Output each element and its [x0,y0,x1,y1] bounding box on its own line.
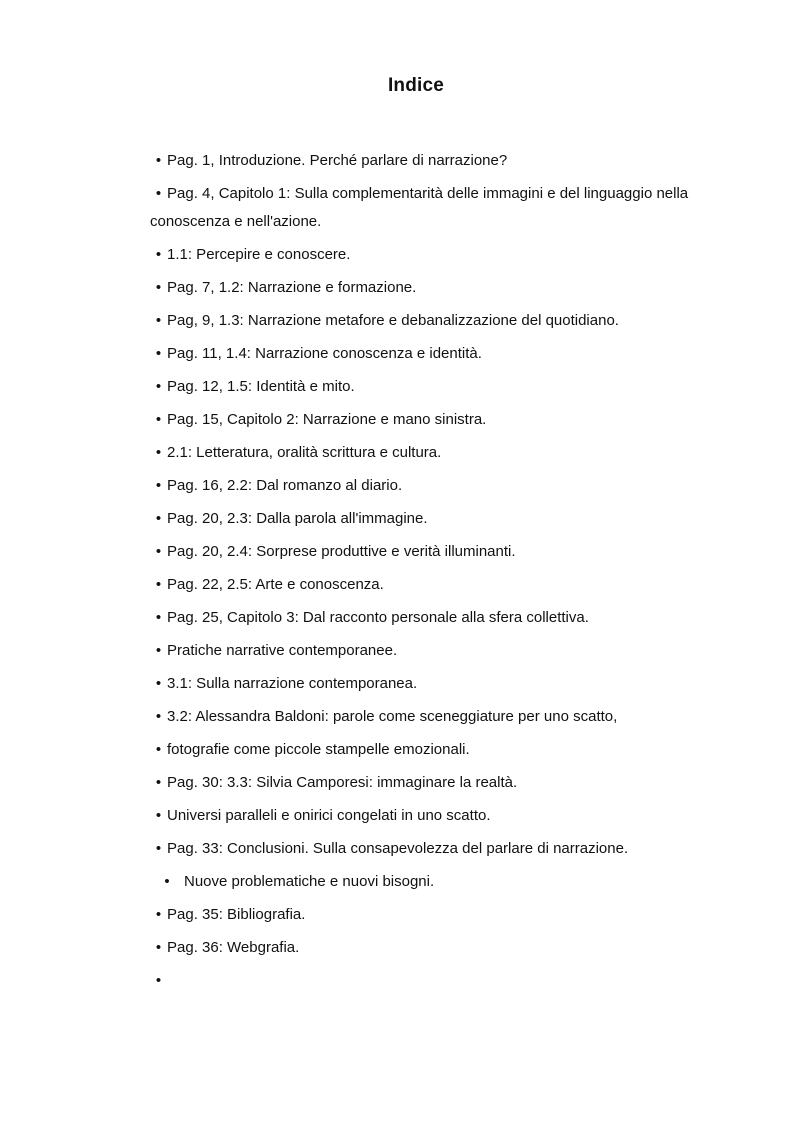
toc-entry [150,340,710,368]
toc-entry [150,604,710,632]
toc-entry [150,835,710,863]
bullet-icon: • [155,510,162,527]
bullet-icon: • [155,152,162,169]
toc-entry [150,703,710,731]
toc-entry-text: Pag. 22, 2.5: Arte e conoscenza. [167,576,384,593]
toc-entry-text: Pag. 20, 2.4: Sorprese produttive e verità illuminanti. [167,543,516,560]
toc-entry [150,901,710,929]
toc-entry [150,571,710,599]
bullet-icon: • [155,185,162,202]
toc-entry-text: Universi paralleli e onirici congelati in uno scatto. [167,807,491,824]
bullet-icon: • [155,840,162,857]
bullet-icon: • [155,774,162,791]
page-title: Indice [387,75,445,96]
toc-entry-text: Pag. 15, Capitolo 2: Narrazione e mano sinistra. [167,411,487,428]
bullet-icon: • [155,642,162,659]
toc-entry-text: 3.1: Sulla narrazione contemporanea. [167,675,418,692]
toc-entry-text: Pag. 25, Capitolo 3: Dal racconto personale alla sfera collettiva. [167,609,589,626]
bullet-icon: • [164,873,170,890]
toc-entry-text: Nuove problematiche e nuovi bisogni. [184,873,435,890]
toc-entry [150,147,710,175]
bullet-icon: • [155,675,162,692]
bullet-icon: • [155,708,162,725]
toc-entry [150,868,710,896]
toc-entry-text: 2.1: Letteratura, oralità scrittura e cultura. [167,444,442,461]
toc-entry-text: Pag. 12, 1.5: Identità e mito. [167,378,355,395]
toc-entry [150,934,710,962]
bullet-icon: • [155,378,162,395]
toc-entry-text: Pag, 9, 1.3: Narrazione metafore e debanalizzazione del quotidiano. [167,312,619,329]
toc-entry [150,736,710,764]
toc-entry [150,670,710,698]
toc-entry-text: Pag. 33: Conclusioni. Sulla consapevolezza del parlare di narrazione. [167,840,629,857]
bullet-icon: • [155,279,162,296]
bullet-icon: • [155,972,162,989]
toc-entry-empty [150,967,710,995]
toc-entry-text: Pag. 30: 3.3: Silvia Camporesi: immaginare la realtà. [167,774,518,791]
bullet-icon: • [155,576,162,593]
bullet-icon: • [155,444,162,461]
toc-entry-text: 1.1: Percepire e conoscere. [167,246,351,263]
toc-entry [150,505,710,533]
bullet-icon: • [155,609,162,626]
toc-entry-text: Pag. 4, Capitolo 1: Sulla complementarità delle immagini e del linguaggio nella conoscenza e nell'azione. [150,185,689,230]
toc-entry [150,373,710,401]
toc-entry-text: Pag. 20, 2.3: Dalla parola all'immagine. [167,510,428,527]
toc-entry-text: Pag. 11, 1.4: Narrazione conoscenza e identità. [167,345,482,362]
toc-entry [150,274,710,302]
bullet-icon: • [155,345,162,362]
bullet-icon: • [155,312,162,329]
toc-entry-text: Pag. 16, 2.2: Dal romanzo al diario. [167,477,403,494]
toc-entry-text: Pag. 36: Webgrafia. [167,939,300,956]
bullet-icon: • [155,807,162,824]
toc-entry [150,637,710,665]
toc-entry [150,180,710,236]
bullet-icon: • [155,741,162,758]
bullet-icon: • [155,411,162,428]
toc-entry [150,439,710,467]
bullet-icon: • [155,477,162,494]
toc-entry [150,307,710,335]
bullet-icon: • [155,543,162,560]
toc-entry-text: fotografie come piccole stampelle emozionali. [167,741,470,758]
bullet-icon: • [155,939,162,956]
bullet-icon: • [155,246,162,263]
bullet-icon: • [155,906,162,923]
table-of-contents [150,147,710,1000]
toc-entry-text: Pag. 7, 1.2: Narrazione e formazione. [167,279,417,296]
toc-entry-text: 3.2: Alessandra Baldoni: parole come sceneggiature per uno scatto, [167,708,618,725]
toc-entry-text: Pag. 35: Bibliografia. [167,906,306,923]
toc-entry [150,769,710,797]
toc-entry [150,472,710,500]
toc-entry [150,802,710,830]
toc-entry [150,406,710,434]
toc-entry [150,241,710,269]
toc-entry [150,538,710,566]
toc-entry-text: Pag. 1, Introduzione. Perché parlare di narrazione? [167,152,508,169]
toc-entry-text: Pratiche narrative contemporanee. [167,642,398,659]
